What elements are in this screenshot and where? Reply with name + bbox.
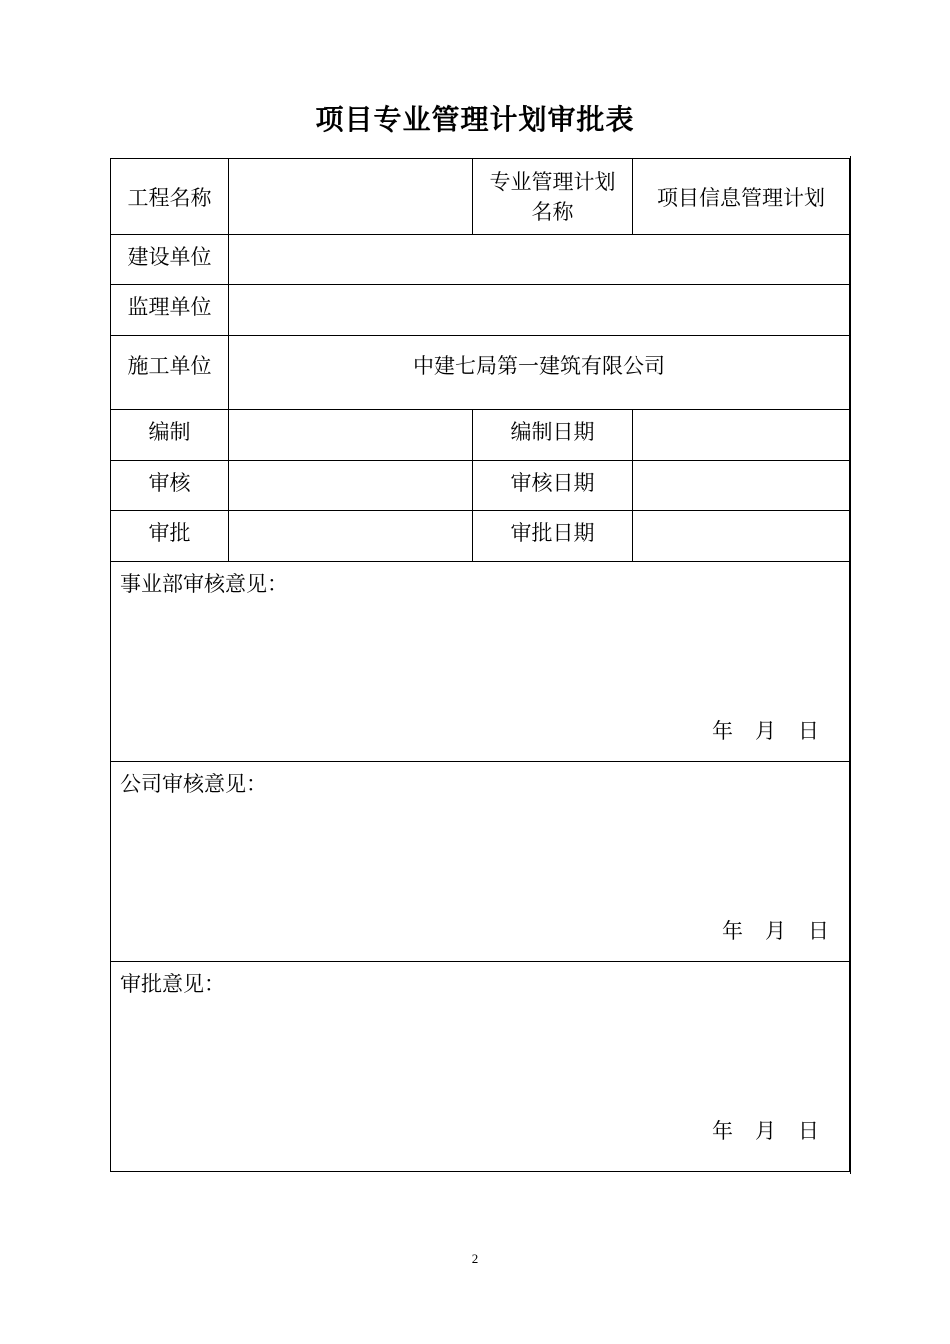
approve-date-label: 审批日期 [473,511,633,562]
row-contractor [111,336,850,410]
approve-label: 审批 [111,511,229,562]
company-opinion-box[interactable] [111,762,850,962]
compile-field[interactable] [229,410,473,461]
table-right-edge-line [850,156,851,1174]
review-date-label: 审核日期 [473,461,633,511]
approval-form-table [110,158,850,1172]
division-opinion-month: 月 [755,719,776,743]
builder-label: 建设单位 [111,235,229,285]
row-approval-opinion [111,962,850,1172]
company-opinion-year: 年 [722,919,743,943]
row-review [111,461,850,511]
supervisor-field[interactable] [229,285,850,336]
row-supervisor [111,285,850,336]
contractor-label: 施工单位 [111,336,229,410]
division-opinion-day: 日 [798,719,819,743]
row-compile [111,410,850,461]
compile-date-label: 编制日期 [473,410,633,461]
review-label: 审核 [111,461,229,511]
supervisor-label: 监理单位 [111,285,229,336]
page-number: 2 [471,1251,479,1266]
approve-date-field[interactable] [633,511,850,562]
approval-opinion-month: 月 [755,1119,776,1143]
plan-name-label [473,159,633,235]
page-title: 项目专业管理计划审批表 [315,103,635,136]
review-field[interactable] [229,461,473,511]
plan-name-field[interactable]: 项目信息管理计划 [633,159,850,235]
compile-label: 编制 [111,410,229,461]
plan-name-label-line1: 专业管理计划 [489,169,616,194]
project-name-label: 工程名称 [111,159,229,235]
contractor-field[interactable]: 中建七局第一建筑有限公司 [229,336,850,410]
approve-field[interactable] [229,511,473,562]
division-opinion-date [712,715,819,745]
company-opinion-date [722,915,829,945]
row-approve [111,511,850,562]
division-opinion-label: 事业部审核意见： [120,572,288,596]
compile-date-field[interactable] [633,410,850,461]
project-name-field[interactable] [229,159,473,235]
approval-opinion-date [712,1115,819,1145]
company-opinion-day: 日 [808,919,829,943]
builder-field[interactable] [229,235,850,285]
row-project-name [111,159,850,235]
row-division-opinion [111,562,850,762]
plan-name-label-line2: 名称 [531,199,574,224]
approval-opinion-day: 日 [798,1119,819,1143]
row-company-opinion [111,762,850,962]
company-opinion-label: 公司审核意见： [120,772,267,796]
company-opinion-month: 月 [765,919,786,943]
approval-opinion-label: 审批意见： [120,972,225,996]
row-builder [111,235,850,285]
review-date-field[interactable] [633,461,850,511]
approval-opinion-box[interactable] [111,962,850,1172]
division-opinion-box[interactable] [111,562,850,762]
approval-opinion-year: 年 [712,1119,733,1143]
division-opinion-year: 年 [712,719,733,743]
